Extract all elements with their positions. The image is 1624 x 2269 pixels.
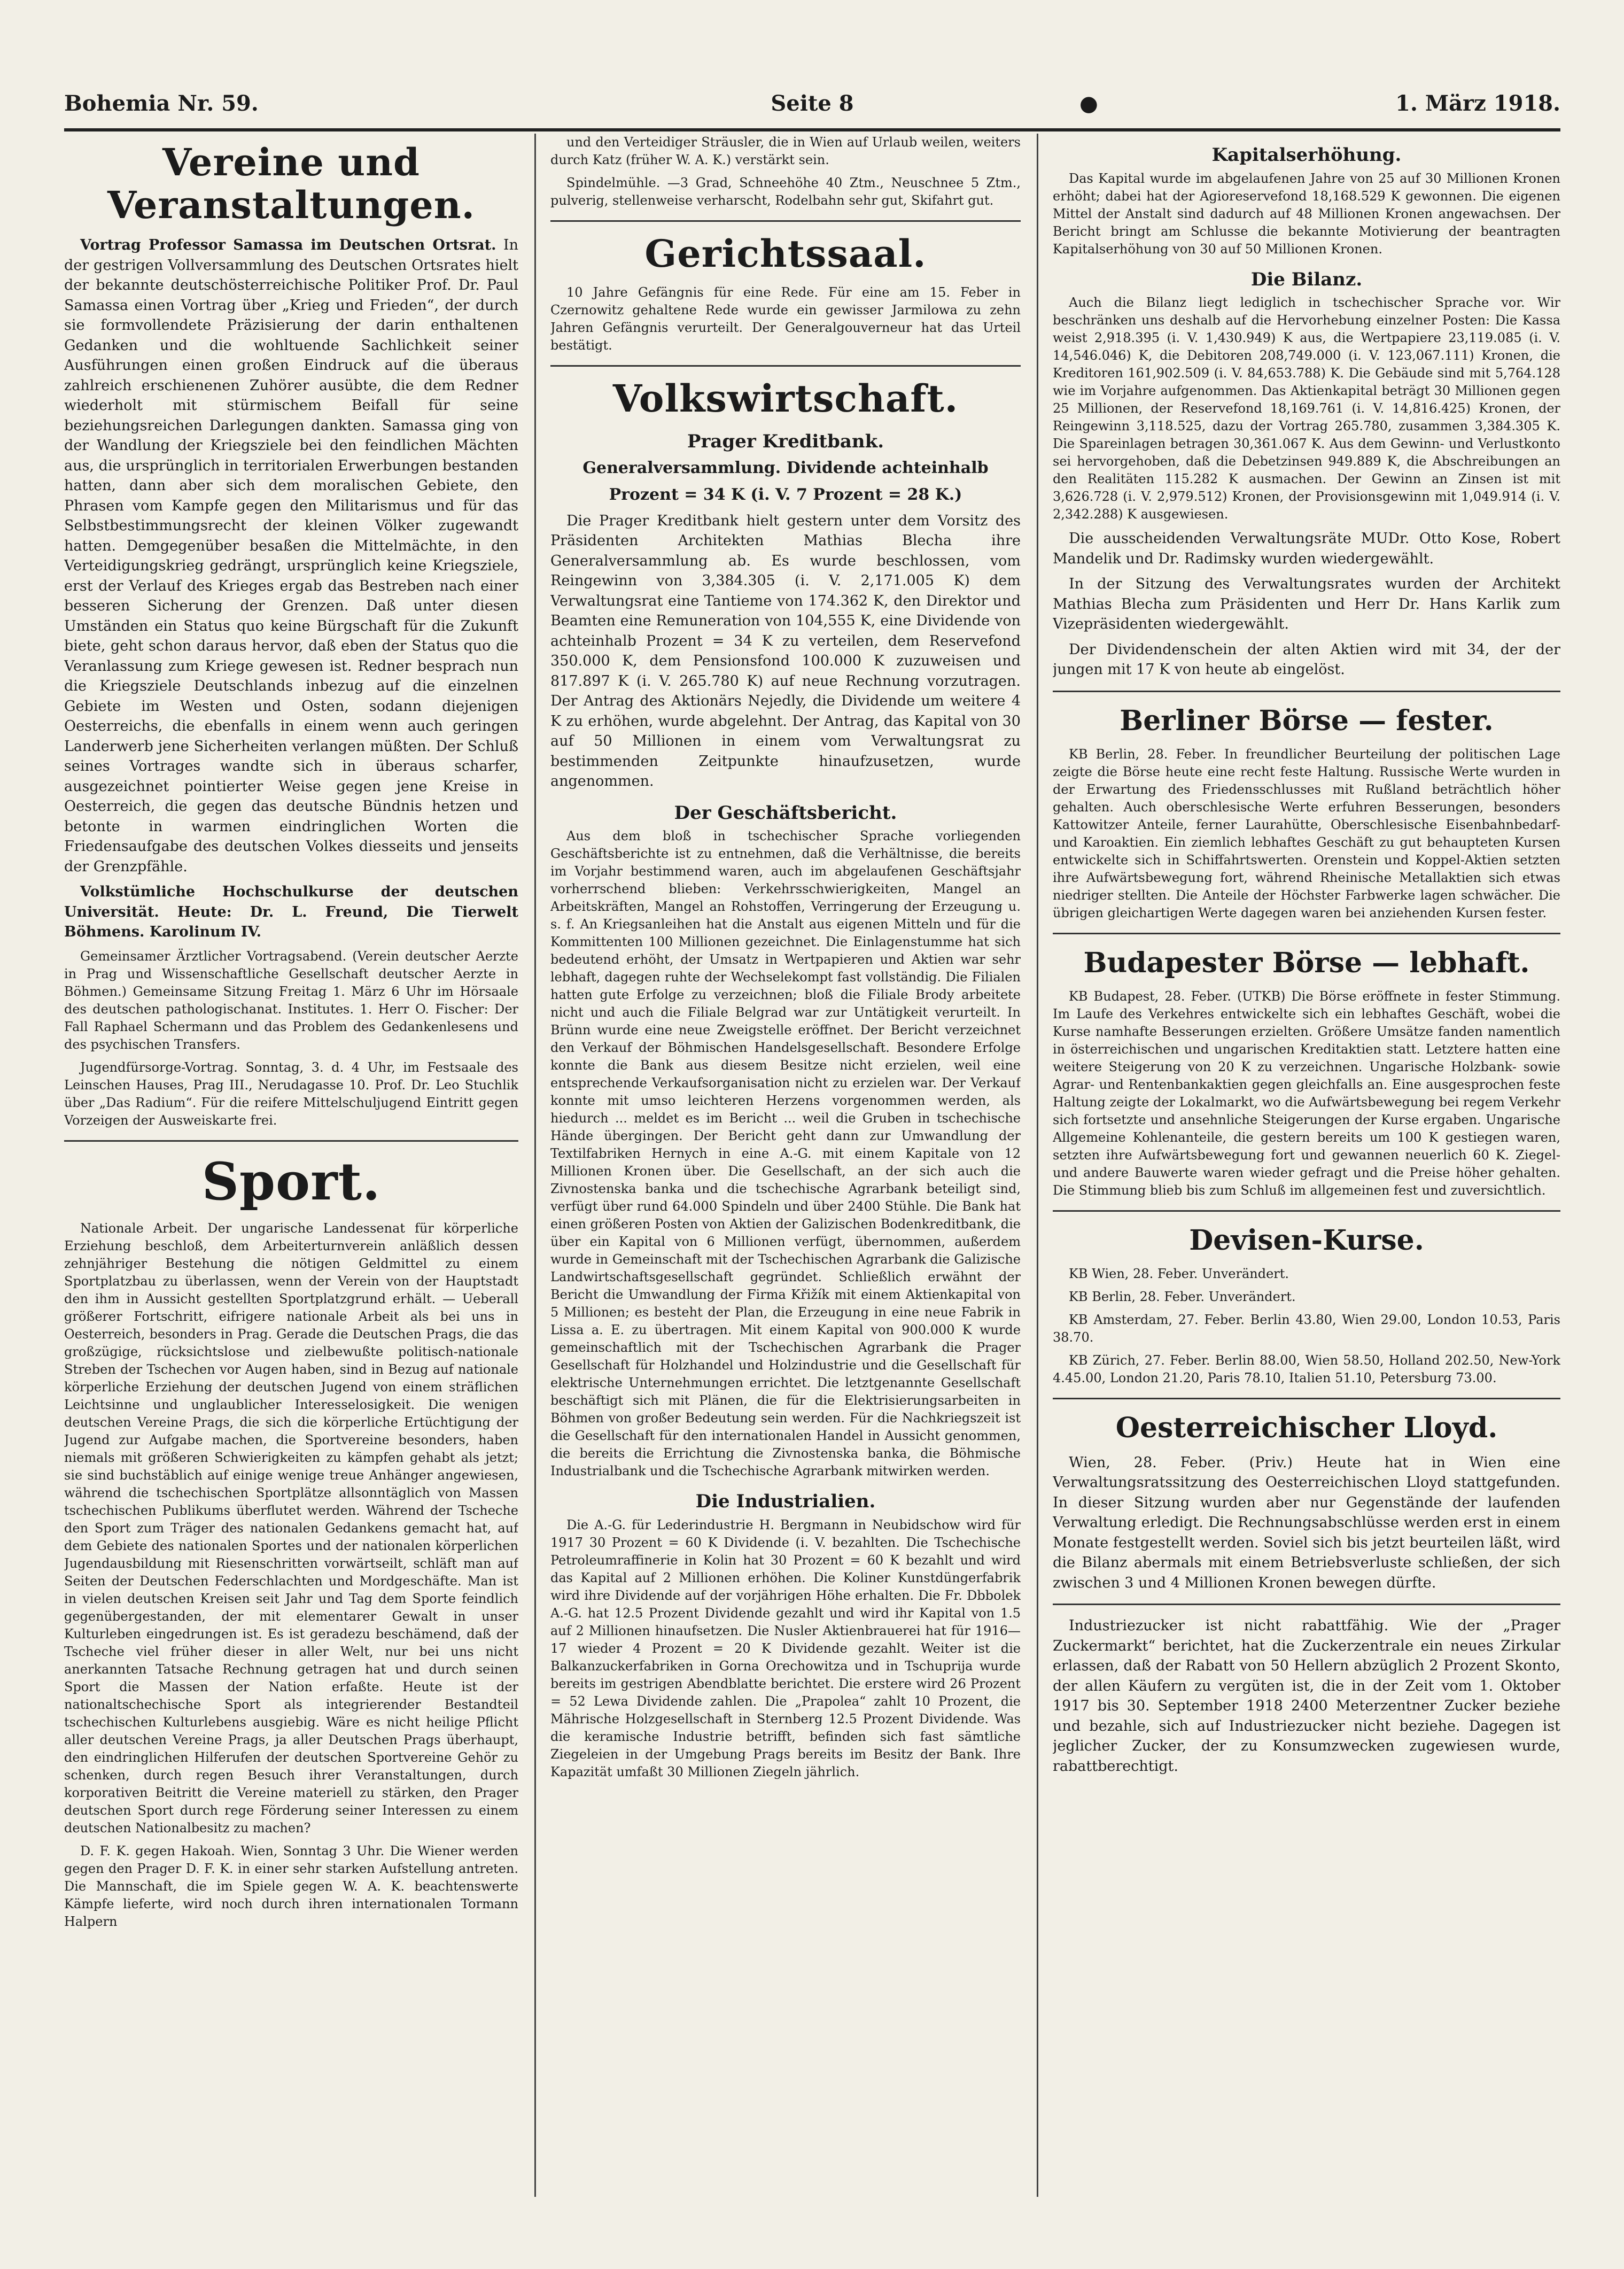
section-divider xyxy=(1053,1604,1560,1605)
article-body: In der gestrigen Vollversammlung des Deutschen Ortsrates hielt der bekannte deutschösterreichische Politiker Prof. Dr. Paul Samassa einen Vortrag über „Krieg und Frieden“, der durch sie formvollendete Präzisierung der darin enthaltenen Gedanken und die wohltuende Sachlichkeit seiner Ausführungen einen großen Eindruck auf die überaus zahlreich erschienenen Zuhörer ausübte, die dem Redner wiederholt mit stürmischem Beifall für seine beziehungsreichen Darlegungen dankten. Samassa ging von der Wandlung der Kriegsziele bei den feindlichen Mächten aus, die ursprünglich in territorialen Erwerbungen bestanden hatten, dann aber sich dem moralischen Gebiete, den Phrasen vom Kampfe gegen den Militarismus und für das Selbstbestimmungsrecht der kleinen Völker zugewandt hatten. Demgegenüber besaßen die Mittelmächte, in den Verteidigungskrieg gedrängt, ursprünglich keine Kriegsziele, erst der Verlauf des Krieges ergab das Bestreben nach einer besseren Sicherung der Grenzen. Daß unter diesen Umständen ein Status quo keine Bürgschaft für die Zukunft biete, geht schon daraus hervor, daß eben der Status quo die Veranlassung zum Kriege gewesen ist. Redner besprach nun die Kriegsziele Deutschlands inbezug auf die einzelnen Gebiete im Westen und Osten, sodann diejenigen Oesterreichs, die ebenfalls in einem wenn auch geringen Landerwerb jene Sicherheiten verlangen müßten. Der Schluß seines Vortrages wandte sich in überaus scharfer, ausgezeichnet pointierter Weise gegen jene Kreise in Oesterreich, die gegen das deutsche Bündnis hetzen und betonte in warmen eindringlichen Worten die Friedensaufgabe des deutschen Volkes diesseits und jenseits der Grenzpfähle. xyxy=(64,237,518,875)
column-divider xyxy=(1037,134,1038,2197)
section-title-berliner-boerse: Berliner Börse — fester. xyxy=(1120,704,1494,737)
column-1 xyxy=(64,134,518,2197)
section-title-volkswirtschaft: Volkswirtschaft. xyxy=(612,376,959,421)
article-budapester-boerse: KB Budapest, 28. Feber. (UTKB) Die Börse eröffnete in fester Stimmung. Im Laufe des Verkehres entwickelte sich ein lebhaftes Geschäft, wobei die Kurse namhafte Besserungen erzielten. Größere Umsätze fanden namentlich in österreichischen und ungarischen Kreditaktien statt. Letztere hatten eine weitere Steigerung von 20 K zu verzeichnen. Ungarische Holzbank- sowie Agrar- und Rentenbankaktien gegen gleichfalls an. Eine ausgesprochen feste Haltung zeigte der Lokalmarkt, wo die Aufwärtsbewegung bei regem Verkehr sich fortsetzte und ansehnliche Steigerungen der Kurse ergaben. Ungarische Allgemeine Kohlenanteile, die gestern bereits um 100 K gestiegen waren, setzten ihre Aufwärtsbewegung fort und gewannen neuerlich 60 K. Ziegel- und andere Bauwerte waren wieder gefragt und die Preise höher gehalten. Die Stimmung blieb bis zum Schluß im allgemeinen fest und zuversichtlich. xyxy=(1053,988,1560,1198)
article-gefaengnis: 10 Jahre Gefängnis für eine Rede. Für eine am 15. Feber in Czernowitz gehaltene Rede wurde ein gewisser Jarmilowa zu zehn Jahren Gefängnis verurteilt. Der Generalgouverneur hat das Urteil bestätigt. xyxy=(550,285,1021,353)
article-bilanz: Auch die Bilanz liegt lediglich in tschechischer Sprache vor. Wir beschränken uns deshalb auf die Hervorhebung einzelner Posten: Die Kassa weist 2,918.395 (i. V. 1,430.949) K aus, die Wertpapiere 23,119.085 (i. V. 14,546.046) K, die Debitoren 208,749.000 (i. V. 123,067.111) Kronen, die Kreditoren 161,902.509 (i. V. 84,653.788) K. Die Gebäude sind mit 5,764.128 wie im Vorjahre aufgenommen. Das Aktienkapital beträgt 30 Millionen gegen 25 Millionen, der Reservefond 18,169.761 (i. V. 14,816.425) Kronen, der Reingewinn 3,118.525, dazu der Vortrag 265.780, zusammen 3,384.305 K. Die Spareinlagen betragen 30,361.067 K. Aus dem Gewinn- und Verlustkonto sei hervorgehoben, daß die Debetzinsen 949.889 K, die Abschreibungen an den Realitäten 115.282 K ausmachen. Der Gewinn an Zinsen ist mit 3,626.728 (i. V. 2,979.512) Kronen, der Provisionsgewinn mit 1,049.914 (i. V. 2,342.288) K ausgewiesen. xyxy=(1053,295,1560,522)
article-title-kapitalserhoehung: Kapitalserhöhung. xyxy=(1211,144,1402,166)
page-header xyxy=(64,75,1560,131)
devisen-line-berlin: KB Berlin, 28. Feber. Unverändert. xyxy=(1069,1289,1296,1304)
article-spindelmuehle: Spindelmühle. —3 Grad, Schneehöhe 40 Ztm., Neuschnee 5 Ztm., pulverig, stellenweise verharscht, Rodelbahn sehr gut, Skifahrt gut. xyxy=(550,175,1021,208)
header-date: 1. März 1918. xyxy=(1395,91,1560,116)
article-title-kreditbank: Prager Kreditbank. xyxy=(687,431,884,452)
section-title-vereine: Vereine und Veranstaltungen. xyxy=(107,140,476,227)
devisen-line-wien: KB Wien, 28. Feber. Unverändert. xyxy=(1069,1266,1289,1281)
header-dot: ● xyxy=(1079,91,1098,116)
article-lloyd: Wien, 28. Feber. (Priv.) Heute hat in Wien eine Verwaltungsratssitzung des Oesterreichischen Lloyd stattgefunden. In dieser Sitzung wurden aber nur Gegenstände der laufenden Verwaltung erledigt. Die Rechnungsabschlüsse werden erst in einem Monate festgestellt werden. Soviel sich bis jetzt beurteilen läßt, wird die Bilanz abermals mit einem Betriebsverluste schließen, der sich zwischen 3 und 4 Millionen Kronen bewegen dürfte. xyxy=(1053,1454,1560,1591)
section-title-gerichtssaal: Gerichtssaal. xyxy=(644,231,927,276)
section-title-sport: Sport. xyxy=(201,1151,381,1212)
article-subtitle-2: Prozent = 34 K (i. V. 7 Prozent = 28 K.) xyxy=(609,485,962,504)
article-dfk-hakoah: D. F. K. gegen Hakoah. Wien, Sonntag 3 Uhr. Die Wiener werden gegen den Prager D. F. K. in einer sehr starken Aufstellung antreten. Die Mannschaft, die im Spiele gegen W. A. K. beachtenswerte Kämpfe lieferte, wird noch durch ihren internationalen Tormann Halpern xyxy=(64,1843,518,1929)
column-2 xyxy=(550,134,1021,2197)
section-title-budapester-boerse: Budapester Börse — lebhaft. xyxy=(1083,946,1530,979)
article-kapitalserhoehung: Das Kapital wurde im abgelaufenen Jahre von 25 auf 30 Millionen Kronen erhöht; dabei hat der Agioreservefond 18,168.529 K gewonnen. Die eigenen Mittel der Anstalt sind dadurch auf 48 Millionen Kronen angewachsen. Der Bericht bringt am Schlusse die bekannte Motivierung der beantragten Kapitalserhöhung von 30 auf 50 Millionen Kronen. xyxy=(1053,171,1560,257)
article-praesidenten: In der Sitzung des Verwaltungsrates wurden der Architekt Mathias Blecha zum Präsidenten und Herr Dr. Hans Karlik zum Vizepräsidenten wiedergewählt. xyxy=(1053,576,1560,632)
section-title-lloyd: Oesterreichischer Lloyd. xyxy=(1115,1411,1498,1444)
section-divider xyxy=(1053,691,1560,692)
article-hochschulkurse: Volkstümliche Hochschulkurse der deutschen Universität. Heute: Dr. L. Freund, Die Tierwelt Böhmens. Karolinum IV. xyxy=(64,884,518,940)
section-divider xyxy=(1053,1398,1560,1399)
column-divider xyxy=(534,134,536,2197)
article-lead: Vortrag Professor Samassa im Deutschen Ortsrat. xyxy=(80,237,496,253)
article-industrialien: Die A.-G. für Lederindustrie H. Bergmann in Neubidschow wird für 1917 30 Prozent = 60 K Dividende (i. V. bezahlten. Die Tschechische Petroleumraffinerie in Kolin hat 30 Prozent = 60 K bezahlt und wird das Kapital auf 2 Millionen erhöhen. Die Koliner Kunstdüngerfabrik wird ihre Dividende auf der vorjährigen Höhe erhalten. Die Fr. Dbbolek A.-G. hat 12.5 Prozent Dividende gezahlt und wird ihr Kapital von 1.5 auf 2 Millionen hinaufsetzen. Die Nusler Aktienbrauerei hat für 1916—17 wieder 4 Prozent = 20 K Dividende gezahlt. Weiter ist die Balkanzuckerfabriken in Gorna Orechowitza und in Tschuprija wurde bereits im gestrigen Abendblatte berichtet. Die erstere wird 26 Prozent = 52 Lewa Dividende zahlen. Die „Prapolea“ zahlt 10 Prozent, die Mährische Holzgesellschaft in Sternberg 12.5 Prozent Dividende. Was die keramische Industrie betrifft, befinden sich fast sämtliche Ziegeleien in der Umgebung Prags bereits im Besitz der Bank. Ihre Kapazität umfaßt 30 Millionen Ziegeln jährlich. xyxy=(550,1517,1021,1779)
article-aerzte: Gemeinsamer Ärztlicher Vortragsabend. (Verein deutscher Aerzte in Prag und Wissenschaftliche Gesellschaft deutscher Aerzte in Böhmen.) Gemeinsame Sitzung Freitag 1. März 6 Uhr im Hörsaale des deutschen pathologischanat. Institutes. 1. Herr O. Fischer: Der Fall Raphael Schermann und das Problem des Gedankenlesens und des psychischen Transfers. xyxy=(64,948,518,1052)
section-divider xyxy=(64,1140,518,1142)
section-divider xyxy=(550,365,1021,367)
article-berliner-boerse: KB Berlin, 28. Feber. In freundlicher Beurteilung der politischen Lage zeigte die Börse heute eine recht feste Haltung. Russische Werte wurden in der Erwartung des Friedensschlusses mit Rußland beträchtlich höher gehalten. Auch oberschlesische Werte erfuhren Besserungen, besonders Kattowitzer Anteile, ferner Laurahütte, Oberschlesische Eisenbahnbedarf- und Karoaktien. Ein ziemlich lebhaftes Geschäft zu gut behaupteten Kursen entwickelte sich in Schiffahrtswerten. Orenstein und Koppel-Aktien setzten ihre Aufwärtsbewegung fort, während Rheinische Metallaktien sich etwas niedriger stellten. Die Anteile der Höchster Farbwerke lagen schwächer. Die übrigen gleichartigen Werte dagegen waren bei anziehenden Kursen fester. xyxy=(1053,746,1560,920)
section-divider xyxy=(1053,1210,1560,1212)
article-title-industrialien: Die Industrialien. xyxy=(695,1491,876,1512)
article-nationale-arbeit: Nationale Arbeit. Der ungarische Landessenat für körperliche Erziehung beschloß, dem Arbeiterturnverein anläßlich dessen zehnjähriger Bestehung die nötigen Geldmittel zu einem Sportplatzbau zu überlassen, wenn der Verein von der Hauptstadt den ihm in Aussicht gestellten Sportplatzgrund erhält. — Ueberall größerer Fortschritt, eifrigere nationale Arbeit als bei uns in Oesterreich, besonders in Prag. Gerade die Deutschen Prags, die das großzügige, rücksichtslose und zielbewußte politisch-nationale Streben der Tschechen vor Augen haben, sind in Bezug auf nationale körperliche Erziehung der deutschen Jugend von einem sträflichen Leichtsinne und unglaublicher Interesselosigkeit. Die wenigen deutschen Vereine Prags, die sich die körperliche Ertüchtigung der Jugend zur Aufgabe machen, die Sportvereine besonders, haben niemals mit größeren Schwierigkeiten zu kämpfen gehabt als jetzt; sie sind buchstäblich auf einige wenige treue Anhänger angewiesen, während die tschechischen Sportplätze allsonntäglich von Massen tschechischen Publikums überflutet werden. Während der Tscheche den Sport zum Träger des nationalen Gedankens gemacht hat, auf dem Gebiete des nationalen Sportes und der nationalen körperlichen Jugendausbildung mit Riesenschritten vorwärtseilt, schläft man auf Seiten der Deutschen Federschlachten und Mordgeschäfte. Man ist in vielen deutschen Kreisen seit Jahr und Tag dem Sporte feindlich gegenübergestanden, der mit elementarer Gewalt in unser Kulturleben eingedrungen ist. Es ist geradezu beschämend, daß der Tscheche viel früher dieser in aller Welt, nur bei uns nicht anerkannten Tatsache Rechnung getragen hat und durch seinen Sport die Massen der Nation erfaßte. Heute ist der nationaltschechische Sport als integrierender Bestandteil tschechischen Kulturlebens ausgiebig. Wäre es nicht heilige Pflicht aller deutschen Vereine Prags, ja aller Deutschen Prags überhaupt, den eindringlichen Hilferufen der deutschen Sportvereine Gehör zu schenken, durch regen Besuch ihrer Veranstaltungen, durch korporativen Beitritt die Vereine materiell zu stärken, den Prager deutschen Sport durch rege Förderung seiner Interessen zu einem deutschen Nationalbesitz zu machen? xyxy=(64,1220,518,1836)
header-issue: Bohemia Nr. 59. xyxy=(64,91,259,116)
header-page-number: Seite 8 xyxy=(771,91,854,116)
column-3 xyxy=(1053,134,1560,2197)
article-industriezucker: Industriezucker ist nicht rabattfähig. Wie der „Prager Zuckermarkt“ berichtet, hat die Zuckerzentrale ein neues Zirkular erlassen, daß der Rabatt von 50 Hellern abzüglich 2 Prozent Skonto, der allen Käufern zu vergüten ist, die in der Zeit vom 1. Oktober 1917 bis 30. September 1918 2400 Meterzentner Zucker beziehe und bezahle, sich auf Industriezucker nicht beziehe. Dagegen ist jeglicher Zucker, der zu Konsumzwecken zugewiesen wurde, rabattberechtigt. xyxy=(1053,1617,1560,1775)
article-verwaltungsraete: Die ausscheidenden Verwaltungsräte MUDr. Otto Kose, Robert Mandelik und Dr. Radimsky wurden wiedergewählt. xyxy=(1053,530,1560,567)
devisen-line-zuerich: KB Zürich, 27. Feber. Berlin 88.00, Wien 58.50, Holland 202.50, New-York 4.45.00, London 21.20, Paris 78.10, Italien 51.10, Petersburg 73.00. xyxy=(1053,1352,1560,1385)
article-title-bilanz: Die Bilanz. xyxy=(1250,268,1363,290)
article-geschaeftsbericht: Aus dem bloß in tschechischer Sprache vorliegenden Geschäftsberichte ist zu entnehmen, daß die Verhältnisse, die bereits im Vorjahr bestimmend waren, auch im abgelaufenen Geschäftsjahr vorherrschend blieben: Verkehrsschwierigkeiten, Mangel an Arbeitskräften, Mangel an Rohstoffen, Verringerung der Erzeugung u. s. f. An Kriegsanleihen hat die Anstalt aus eigenen Mitteln und für die Kommittenten 100 Millionen gezeichnet. Die Einlagenstumme hat sich bedeutend erhöht, der Umsatz in Wertpapieren und Aktien war sehr lebhaft, dagegen ruhte der Wechselekompt fast vollständig. Die Filialen hatten gute Erfolge zu verzeichnen; bloß die Filiale Brody arbeitete nicht und auch die Filiale Belgrad war zur Untätigkeit verurteilt. In Brünn wurde eine neue Zweigstelle eröffnet. Der Bericht verzeichnet den Verkauf der Böhmischen Handelsgesellschaft. Besondere Erfolge konnte die Bank aus diesem Besitze nicht erzielen, weil eine entsprechende Verkaufsorganisation nicht zu erzielen war. Der Verkauf konnte mit umso leichteren Herzens vorgenommen werden, als hiedurch ... meldet es im Bericht ... weil die Gruben in tschechische Hände übergingen. Der Bericht geht dann zur Umwandlung der Textilfabriken Hernych in eine A.-G. mit einem Kapitale von 12 Millionen Kronen über. Die Gesellschaft, an der sich auch die Zivnostenska banka und die tschechische Agrarbank beteiligt sind, verfügt über rund 64.000 Spindeln und über 2400 Stühle. Die Bank hat einen größeren Posten von Aktien der Galizischen Bodenkreditbank, die über ein Kapital von 6 Millionen verfügt, übernommen, außerdem wurde in Gemeinschaft mit der Tschechischen Agrarbank die Galizische Landwirtschaftsgesellschaft gegründet. Schließlich erwähnt der Bericht die Umwandlung der Firma Křižík mit einem Aktienkapital von 5 Millionen; es besteht der Plan, die Erzeugung in eine neue Fabrik in Lissa a. E. zu übertragen. Mit einem Kapital von 900.000 K wurde gemeinschaftlich mit der Tschechischen Agrarbank die Prager Gesellschaft für Holzhandel und Holzindustrie und die Gesellschaft für elektrische Unternehmungen errichtet. Die letztgenannte Gesellschaft beschäftigt sich mit Plänen, die für die Elektrisierungsarbeiten in Böhmen von großer Bedeutung sein werden. Für die Nachkriegszeit ist die Gesellschaft für den internationalen Handel in Aussicht genommen, die bereits die Errichtung die Zivnostenska banka, die Böhmische Industrialbank und die Tschechische Agrarbank mitwirken werden. xyxy=(550,828,1021,1478)
article-title-geschaeftsbericht: Der Geschäftsbericht. xyxy=(674,802,897,824)
section-divider xyxy=(550,220,1021,222)
article-continuation: und den Verteidiger Sträusler, die in Wien auf Urlaub weilen, weiters durch Katz (früher W. A. K.) verstärkt sein. xyxy=(550,135,1021,167)
section-title-devisen: Devisen-Kurse. xyxy=(1189,1223,1424,1257)
section-divider xyxy=(1053,933,1560,934)
article-jugendfuersorge: Jugendfürsorge-Vortrag. Sonntag, 3. d. 4 Uhr, im Festsaale des Leinschen Hauses, Prag III., Nerudagasse 10. Prof. Dr. Leo Stuchlik über „Das Radium“. Für die reifere Mittelschuljugend Eintritt gegen Vorzeigen der Ausweiskarte frei. xyxy=(64,1059,518,1128)
article-dividendenschein: Der Dividendenschein der alten Aktien wird mit 34, der der jungen mit 17 K von heute ab eingelöst. xyxy=(1053,641,1560,678)
article-samassa xyxy=(64,235,518,877)
article-subtitle-1: Generalversammlung. Dividende achteinhalb xyxy=(582,458,989,477)
newspaper-page xyxy=(64,75,1560,2202)
article-kreditbank: Die Prager Kreditbank hielt gestern unter dem Vorsitz des Präsidenten Architekten Mathias Blecha ihre Generalversammlung ab. Es wurde beschlossen, vom Reingewinn von 3,384.305 (i. V. 2,171.005 K) dem Verwaltungsrat eine Tantieme von 174.362 K, den Direktor und Beamten eine Remuneration von 104,555 K, eine Dividende von achteinhalb Prozent = 34 K zu verteilen, dem Reservefond 350.000 K, dem Pensionsfond 100.000 K zuzuweisen und 817.897 K (i. V. 265.780 K) auf neue Rechnung vorzutragen. Der Antrag des Aktionärs Nejedly, die Dividende um weitere 4 K zu erhöhen, wurde abgelehnt. Der Antrag, das Kapital von 30 auf 50 Millionen in einem vom Verwaltungsrat zu bestimmenden Zeitpunkte hinaufzusetzen, wurde angenommen. xyxy=(550,512,1021,789)
devisen-line-amsterdam: KB Amsterdam, 27. Feber. Berlin 43.80, Wien 29.00, London 10.53, Paris 38.70. xyxy=(1053,1312,1560,1345)
